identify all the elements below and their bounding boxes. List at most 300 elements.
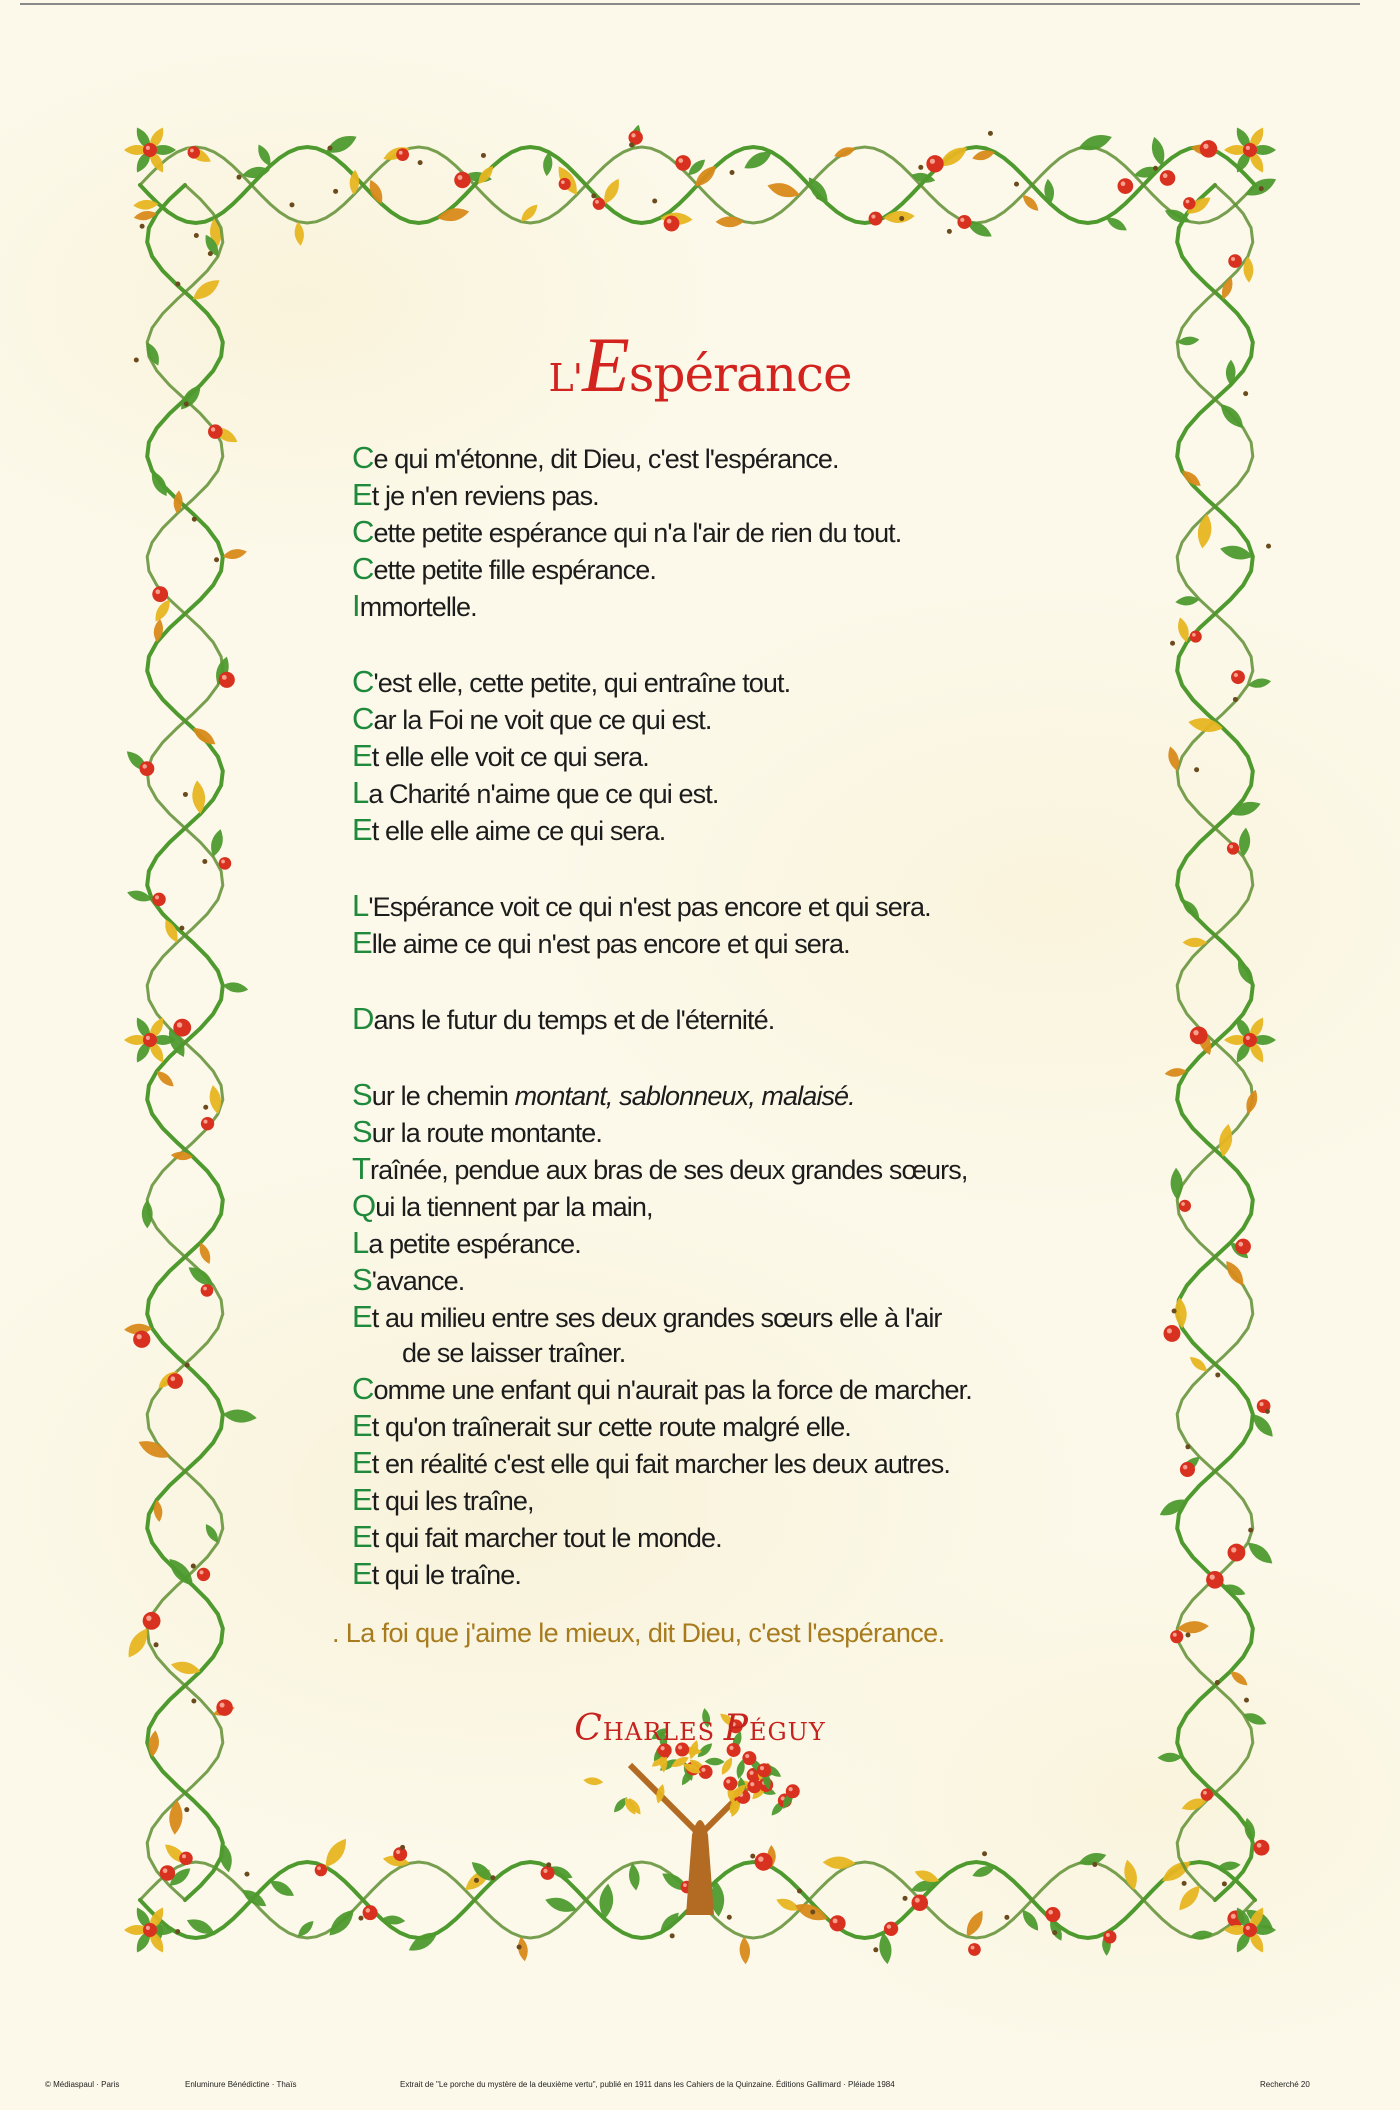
line-initial: E bbox=[352, 738, 372, 773]
berry-ornament bbox=[1206, 1571, 1224, 1589]
berry-highlight bbox=[1259, 1402, 1263, 1406]
berry-ornament bbox=[179, 1852, 192, 1865]
poem-line bbox=[352, 440, 1112, 477]
leaf-ornament bbox=[1121, 1858, 1140, 1891]
berry-ornament bbox=[1183, 197, 1195, 209]
berry-ornament bbox=[143, 1033, 157, 1047]
title-rest: spérance bbox=[628, 345, 852, 403]
ink-dot bbox=[175, 1929, 180, 1934]
berry-ornament bbox=[1170, 1630, 1183, 1643]
line-text: t qui fait marcher tout le monde. bbox=[371, 1523, 722, 1553]
poem-line bbox=[352, 812, 1112, 849]
line-text: omme une enfant qui n'aurait pas la force de marcher. bbox=[373, 1375, 972, 1405]
line-initial: I bbox=[352, 588, 360, 623]
ink-dot bbox=[140, 224, 145, 229]
berry-highlight bbox=[1186, 200, 1190, 204]
line-text: ar la Foi ne voit que ce qui est. bbox=[373, 705, 712, 735]
line-text: t qui les traîne, bbox=[371, 1486, 534, 1516]
ink-dot bbox=[517, 1944, 522, 1949]
ink-dot bbox=[214, 557, 219, 562]
poem-line bbox=[352, 1077, 1112, 1114]
berry-highlight bbox=[745, 1754, 749, 1758]
line-initial: Q bbox=[352, 1188, 376, 1223]
line-text: ur la route montante. bbox=[371, 1118, 603, 1148]
ink-dot bbox=[400, 1845, 405, 1850]
line-text: raînée, pendue aux bras de ses deux grandes sœurs, bbox=[370, 1155, 968, 1185]
berry-highlight bbox=[190, 149, 194, 153]
berry-ornament bbox=[173, 1019, 191, 1037]
berry-highlight bbox=[1229, 845, 1233, 849]
line-text: t en réalité c'est elle qui fait marcher les deux autres. bbox=[371, 1449, 950, 1479]
ink-dot bbox=[797, 1889, 802, 1894]
ink-dot bbox=[918, 165, 923, 170]
poem-line bbox=[352, 588, 1112, 625]
ink-dot bbox=[750, 1854, 755, 1859]
line-initial: C bbox=[352, 551, 374, 586]
berry-highlight bbox=[758, 1856, 763, 1861]
berry-ornament bbox=[755, 1853, 773, 1871]
berry-highlight bbox=[631, 133, 635, 137]
berry-highlight bbox=[203, 1287, 207, 1291]
line-initial: E bbox=[352, 1445, 372, 1480]
berry-ornament bbox=[1227, 842, 1239, 854]
berry-highlight bbox=[915, 1898, 920, 1903]
ink-dot bbox=[192, 517, 197, 522]
poem-line bbox=[352, 1225, 1112, 1262]
berry-highlight bbox=[1048, 1910, 1053, 1915]
berry-highlight bbox=[789, 1787, 793, 1791]
line-text: mmortelle. bbox=[359, 592, 477, 622]
poem-line bbox=[352, 477, 1112, 514]
berry-highlight bbox=[146, 146, 150, 150]
berry-highlight bbox=[146, 1036, 150, 1040]
poem-stanza bbox=[352, 440, 1112, 625]
ink-dot bbox=[154, 1642, 159, 1647]
ink-dot bbox=[203, 1105, 208, 1110]
poem-line bbox=[352, 1336, 1112, 1371]
leaf-ornament bbox=[656, 1909, 682, 1936]
line-initial: L bbox=[352, 888, 369, 923]
ink-dot bbox=[490, 1875, 495, 1880]
berry-highlight bbox=[871, 214, 875, 218]
line-initial: E bbox=[352, 1556, 372, 1591]
leaf-ornament bbox=[627, 1863, 641, 1892]
ink-dot bbox=[179, 926, 184, 931]
ink-dot bbox=[670, 1933, 675, 1938]
ink-dot bbox=[1248, 1528, 1253, 1533]
berry-ornament bbox=[757, 1763, 771, 1777]
poem-stanza bbox=[352, 1001, 1112, 1038]
berry-highlight bbox=[1246, 1036, 1250, 1040]
berry-ornament bbox=[968, 1943, 981, 1956]
berry-highlight bbox=[1231, 1547, 1236, 1552]
leaf-ornament bbox=[1222, 1258, 1248, 1289]
line-initial: C bbox=[352, 514, 374, 549]
berry-ornament bbox=[201, 1284, 214, 1297]
berry-ornament bbox=[363, 1905, 378, 1920]
berry-ornament bbox=[1180, 1462, 1195, 1477]
leaf-ornament bbox=[1179, 896, 1203, 921]
leaf-ornament bbox=[877, 1932, 893, 1965]
berry-highlight bbox=[760, 1766, 764, 1770]
leaf-ornament bbox=[1020, 192, 1042, 214]
ink-dot bbox=[546, 1862, 551, 1867]
line-initial: L bbox=[352, 1225, 369, 1260]
ink-dot bbox=[652, 198, 657, 203]
poem-line bbox=[352, 1299, 1112, 1336]
leaf-ornament bbox=[716, 216, 744, 227]
poem-body bbox=[352, 440, 1112, 1632]
signature-first-initial: C bbox=[574, 1708, 603, 1749]
ink-dot bbox=[1222, 1881, 1227, 1886]
berry-ornament bbox=[201, 1117, 214, 1130]
line-text: t au milieu entre ses deux grandes sœurs elle à l'air bbox=[371, 1303, 942, 1333]
signature-first-rest: HARLES bbox=[602, 1718, 716, 1746]
ink-dot bbox=[873, 1947, 878, 1952]
poem-line bbox=[352, 701, 1112, 738]
poem-line bbox=[352, 664, 1112, 701]
berry-highlight bbox=[163, 1868, 168, 1873]
berry-ornament bbox=[559, 178, 571, 190]
ink-dot bbox=[988, 131, 993, 136]
footer-source-note: Extrait de "Le porche du mystère de la deuxième vertu", publié en 1911 dans les Cahiers de la Quinzaine. Éditions Gallimard · Pléiade 1984 bbox=[400, 2080, 895, 2089]
berry-ornament bbox=[786, 1784, 800, 1798]
poem-line bbox=[352, 1371, 1112, 1408]
berry-highlight bbox=[1203, 144, 1208, 149]
ink-dot bbox=[1194, 767, 1199, 772]
berry-highlight bbox=[1203, 1791, 1207, 1795]
title-prefix: L' bbox=[548, 356, 583, 400]
ink-dot bbox=[191, 1564, 196, 1569]
ink-dot bbox=[191, 1699, 196, 1704]
leaf-ornament bbox=[739, 1936, 751, 1964]
ink-dot bbox=[194, 233, 199, 238]
berry-ornament bbox=[1243, 1923, 1257, 1937]
leaf-ornament bbox=[719, 1755, 735, 1776]
berry-highlight bbox=[182, 1854, 186, 1858]
ink-dot bbox=[202, 859, 207, 864]
berry-ornament bbox=[396, 148, 409, 161]
berry-highlight bbox=[204, 1120, 208, 1124]
berry-highlight bbox=[220, 1703, 225, 1708]
berry-ornament bbox=[1231, 670, 1245, 684]
berry-highlight bbox=[146, 1615, 151, 1620]
poem-line bbox=[352, 1188, 1112, 1225]
poem-line bbox=[352, 514, 1112, 551]
ink-dot bbox=[903, 1896, 908, 1901]
berry-highlight bbox=[155, 589, 160, 594]
leaf-ornament bbox=[822, 1856, 855, 1869]
ink-dot bbox=[1215, 1680, 1220, 1685]
berry-highlight bbox=[366, 1908, 370, 1912]
ink-dot bbox=[591, 193, 596, 198]
leaf-ornament bbox=[1189, 1929, 1213, 1941]
leaf-ornament bbox=[1157, 1752, 1182, 1762]
line-initial: E bbox=[352, 1519, 372, 1554]
line-text: a Charité n'aime que ce qui est. bbox=[368, 779, 719, 809]
berry-ornament bbox=[160, 1865, 175, 1880]
berry-highlight bbox=[749, 1771, 753, 1775]
ink-dot bbox=[727, 1915, 732, 1920]
berry-highlight bbox=[971, 1946, 975, 1950]
berry-ornament bbox=[1243, 1033, 1257, 1047]
berry-ornament bbox=[1243, 143, 1257, 157]
line-text: t elle elle voit ce qui sera. bbox=[371, 742, 649, 772]
berry-highlight bbox=[1246, 1926, 1250, 1930]
berry-ornament bbox=[197, 1568, 210, 1581]
leaf-ornament bbox=[222, 547, 248, 561]
berry-highlight bbox=[1183, 1465, 1188, 1470]
berry-highlight bbox=[1257, 1843, 1262, 1848]
line-initial: C bbox=[352, 1371, 374, 1406]
berry-ornament bbox=[143, 1612, 161, 1630]
berry-ornament bbox=[747, 1779, 761, 1793]
ink-dot bbox=[1233, 697, 1238, 702]
ink-dot bbox=[418, 160, 423, 165]
line-text: t qu'on traînerait sur cette route malgré elle. bbox=[371, 1412, 851, 1442]
ink-dot bbox=[1014, 182, 1019, 187]
berry-ornament bbox=[143, 1923, 157, 1937]
ink-dot bbox=[1244, 1698, 1249, 1703]
line-text: ette petite fille espérance. bbox=[373, 555, 656, 585]
berry-highlight bbox=[1231, 257, 1235, 261]
ink-dot bbox=[175, 282, 180, 287]
ink-dot bbox=[289, 202, 294, 207]
footer-credits bbox=[0, 2076, 1400, 2094]
poem-line bbox=[352, 738, 1112, 775]
berry-highlight bbox=[595, 200, 599, 204]
berry-ornament bbox=[664, 216, 680, 232]
berry-ornament bbox=[926, 155, 943, 172]
ink-dot bbox=[184, 1807, 189, 1812]
berry-highlight bbox=[146, 1926, 150, 1930]
line-text: ui la tiennent par la main, bbox=[375, 1192, 653, 1222]
poem-line bbox=[352, 775, 1112, 812]
berry-highlight bbox=[667, 219, 672, 224]
berry-ornament bbox=[593, 198, 605, 210]
berry-ornament bbox=[699, 1765, 713, 1779]
berry-ornament bbox=[152, 586, 168, 602]
poem-line bbox=[352, 1556, 1112, 1593]
berry-ornament bbox=[1235, 1239, 1251, 1255]
ink-dot bbox=[1052, 1930, 1057, 1935]
line-initial: E bbox=[352, 812, 372, 847]
line-initial: E bbox=[352, 1482, 372, 1517]
berry-highlight bbox=[458, 175, 463, 180]
line-text: 'est elle, cette petite, qui entraîne tout. bbox=[373, 668, 791, 698]
berry-ornament bbox=[829, 1915, 845, 1931]
berry-highlight bbox=[221, 860, 225, 864]
berry-highlight bbox=[930, 159, 935, 164]
berry-highlight bbox=[1106, 1933, 1110, 1937]
leaf-ornament bbox=[1170, 1168, 1183, 1200]
ink-dot bbox=[1170, 641, 1175, 646]
berry-ornament bbox=[454, 172, 470, 188]
berry-ornament bbox=[315, 1864, 327, 1876]
berry-highlight bbox=[1173, 1633, 1177, 1637]
berry-highlight bbox=[1163, 173, 1168, 178]
ink-dot bbox=[185, 1363, 190, 1368]
berry-highlight bbox=[1121, 181, 1126, 186]
berry-ornament bbox=[219, 672, 235, 688]
ink-dot bbox=[333, 189, 338, 194]
poem-line bbox=[352, 1482, 1112, 1519]
ink-dot bbox=[947, 229, 952, 234]
footer-left-credit: © Médiaspaul · Paris bbox=[45, 2080, 120, 2089]
ink-dot bbox=[810, 1910, 815, 1915]
berry-highlight bbox=[701, 1768, 705, 1772]
leaf-ornament bbox=[1076, 131, 1114, 155]
ink-dot bbox=[1266, 544, 1271, 549]
berry-ornament bbox=[1228, 254, 1242, 268]
berry-ornament bbox=[1200, 140, 1218, 158]
line-initial: T bbox=[352, 1151, 371, 1186]
line-initial: L bbox=[352, 775, 369, 810]
line-text: t qui le traîne. bbox=[371, 1560, 521, 1590]
line-initial: S bbox=[352, 1077, 372, 1112]
berry-highlight bbox=[1238, 1242, 1243, 1247]
line-text: a petite espérance. bbox=[368, 1229, 581, 1259]
line-initial: C bbox=[352, 701, 374, 736]
line-text: e qui m'étonne, dit Dieu, c'est l'espérance. bbox=[373, 444, 839, 474]
berry-ornament bbox=[167, 1373, 183, 1389]
leaf-ornament bbox=[147, 468, 171, 499]
berry-highlight bbox=[887, 1924, 891, 1928]
berry-highlight bbox=[177, 1022, 182, 1027]
line-text: t je n'en reviens pas. bbox=[371, 481, 599, 511]
ink-dot bbox=[899, 216, 904, 221]
berry-highlight bbox=[142, 764, 146, 768]
berry-ornament bbox=[1228, 1544, 1246, 1562]
leaf-ornament bbox=[293, 221, 305, 246]
poem-line bbox=[352, 1262, 1112, 1299]
berry-ornament bbox=[1190, 631, 1202, 643]
berry-ornament bbox=[869, 212, 883, 226]
leaf-ornament bbox=[705, 1758, 725, 1766]
berry-ornament bbox=[675, 155, 691, 171]
berry-highlight bbox=[543, 1869, 547, 1873]
berry-ornament bbox=[140, 761, 155, 776]
ink-dot bbox=[183, 792, 188, 797]
berry-highlight bbox=[200, 1570, 204, 1574]
berry-highlight bbox=[155, 895, 159, 899]
ink-dot bbox=[1004, 1915, 1009, 1920]
leaf-ornament bbox=[583, 1776, 604, 1786]
ink-dot bbox=[327, 146, 332, 151]
line-text: 'avance. bbox=[371, 1266, 465, 1296]
line-italic-text: montant, sablonneux, malaisé. bbox=[514, 1081, 855, 1111]
ink-dot bbox=[244, 1872, 249, 1877]
ink-dot bbox=[1185, 1633, 1190, 1638]
line-initial: S bbox=[352, 1114, 372, 1149]
ink-dot bbox=[730, 170, 735, 175]
ink-dot bbox=[1215, 1372, 1220, 1377]
berry-highlight bbox=[1167, 1328, 1172, 1333]
berry-highlight bbox=[396, 1850, 400, 1854]
berry-ornament bbox=[133, 1331, 150, 1348]
ink-dot bbox=[1182, 1881, 1187, 1886]
line-initial: C bbox=[352, 440, 374, 475]
ink-dot bbox=[1259, 186, 1264, 191]
line-initial: D bbox=[352, 1001, 374, 1036]
ink-dot bbox=[474, 1878, 479, 1883]
line-text: ette petite espérance qui n'a l'air de rien du tout. bbox=[373, 518, 902, 548]
ink-dot bbox=[236, 175, 241, 180]
berry-highlight bbox=[1210, 1575, 1215, 1580]
berry-ornament bbox=[1179, 1200, 1191, 1212]
line-text: t elle elle aime ce qui sera. bbox=[371, 816, 666, 846]
leaf-ornament bbox=[883, 210, 915, 224]
berry-highlight bbox=[1181, 1202, 1185, 1206]
poem-line bbox=[352, 551, 1112, 588]
berry-ornament bbox=[188, 146, 200, 158]
line-initial: S bbox=[352, 1262, 372, 1297]
line-initial: E bbox=[352, 1299, 372, 1334]
ink-dot bbox=[982, 1851, 987, 1856]
leaf-ornament bbox=[152, 618, 164, 643]
ink-dot bbox=[1153, 166, 1158, 171]
ink-dot bbox=[629, 142, 634, 147]
poem-line bbox=[352, 1445, 1112, 1482]
berry-highlight bbox=[137, 1334, 142, 1339]
leaf-ornament bbox=[154, 1068, 177, 1090]
berry-highlight bbox=[1193, 1030, 1198, 1035]
line-initial: E bbox=[352, 1408, 372, 1443]
berry-highlight bbox=[399, 151, 403, 155]
poem-line bbox=[352, 1001, 1112, 1038]
berry-highlight bbox=[1192, 633, 1196, 637]
berry-highlight bbox=[317, 1866, 321, 1870]
berry-ornament bbox=[219, 857, 232, 870]
poem-stanza bbox=[352, 1077, 1112, 1593]
ink-dot bbox=[1092, 1862, 1097, 1867]
line-text: 'Espérance voit ce qui n'est pas encore et qui sera. bbox=[368, 892, 931, 922]
ink-dot bbox=[358, 1916, 363, 1921]
berry-ornament bbox=[742, 1751, 756, 1765]
poem-stanza bbox=[352, 888, 1112, 962]
poem-line bbox=[352, 1151, 1112, 1188]
berry-highlight bbox=[561, 180, 565, 184]
leaf-ornament bbox=[222, 1408, 257, 1425]
berry-ornament bbox=[723, 1777, 737, 1791]
ink-dot bbox=[1185, 1444, 1190, 1449]
berry-ornament bbox=[541, 1866, 555, 1880]
berry-ornament bbox=[1103, 1930, 1116, 1943]
poem-closing-line: . La foi que j'aime le mieux, dit Dieu, c'est l'espérance. bbox=[332, 1618, 945, 1648]
berry-ornament bbox=[1254, 1840, 1270, 1856]
berry-ornament bbox=[1201, 1788, 1213, 1800]
berry-highlight bbox=[170, 1376, 175, 1381]
line-text: lle aime ce qui n'est pas encore et qui sera. bbox=[371, 929, 850, 959]
line-initial: E bbox=[352, 925, 372, 960]
leaf-ornament bbox=[325, 1905, 359, 1940]
line-text: ans le futur du temps et de l'éternité. bbox=[373, 1005, 775, 1035]
poem-title bbox=[0, 320, 1400, 410]
author-signature bbox=[0, 1708, 1400, 1749]
poem-line bbox=[352, 1519, 1112, 1556]
berry-ornament bbox=[911, 1894, 928, 1911]
berry-ornament bbox=[143, 143, 157, 157]
berry-ornament bbox=[1190, 1026, 1208, 1044]
berry-ornament bbox=[393, 1847, 407, 1861]
berry-ornament bbox=[957, 215, 971, 229]
leaf-ornament bbox=[222, 980, 249, 994]
footer-center-credit: Enluminure Bénédictine · Thaïs bbox=[185, 2080, 297, 2089]
berry-ornament bbox=[1045, 1907, 1060, 1922]
berry-highlight bbox=[683, 1883, 687, 1887]
berry-highlight bbox=[211, 427, 215, 431]
footer-publisher-ref: Recherché 20 bbox=[1260, 2080, 1310, 2089]
